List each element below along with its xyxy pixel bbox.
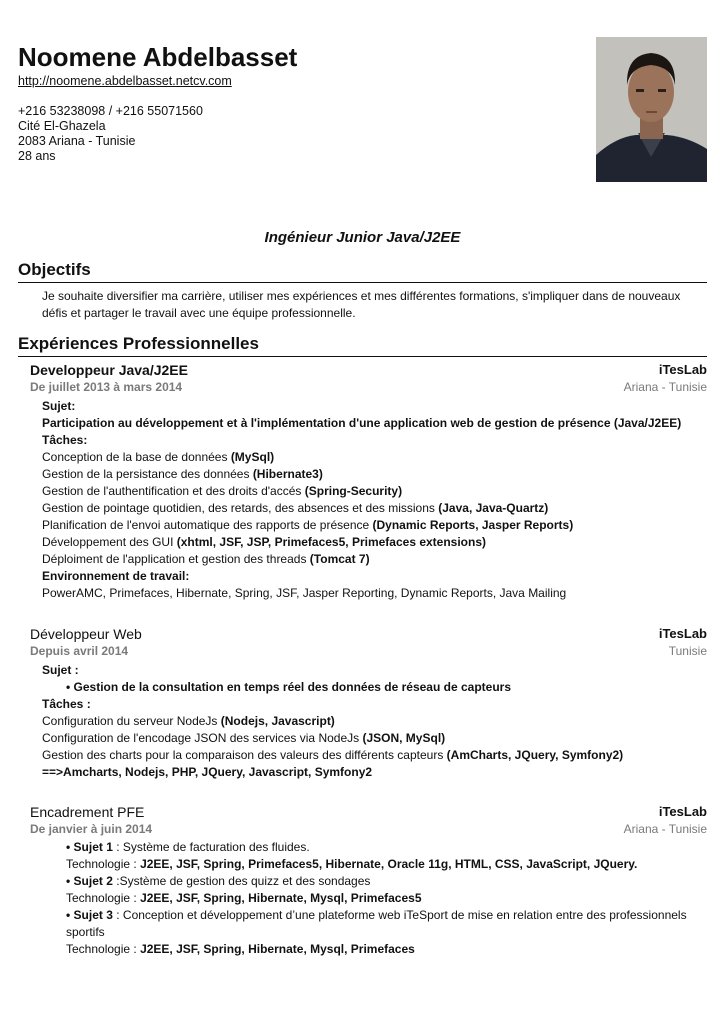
section-heading-experiences: Expériences Professionnelles — [18, 334, 707, 357]
company-info — [659, 626, 707, 658]
company-location: Ariana - Tunisie — [623, 380, 707, 394]
experience-entry-1 — [30, 362, 707, 394]
experience-details-2 — [42, 662, 708, 781]
company-name: iTesLab — [658, 362, 707, 377]
project-technologies: Technologie : J2EE, JSF, Spring, Hibernate, Mysql, Primefaces5 — [66, 891, 422, 905]
experience-entry-2 — [30, 626, 707, 658]
task-item: Configuration de l'encodage JSON des services via NodeJs (JSON, MySql) — [42, 731, 446, 745]
experience-details-1 — [42, 398, 708, 602]
experience-entry-3 — [30, 804, 707, 836]
subject-label: Sujet: — [42, 399, 76, 413]
contact-info — [18, 104, 203, 164]
task-item: Gestion des charts pour la comparaison des valeurs des différents capteurs (AmCharts, JQuery, Symfony2) — [42, 748, 624, 762]
task-item: Déploiment de l'application et gestion des threads (Tomcat 7) — [42, 552, 370, 566]
task-item: Configuration du serveur NodeJs (Nodejs, Javascript) — [42, 714, 335, 728]
candidate-name: Noomene Abdelbasset — [18, 42, 298, 72]
project-item: • Sujet 3 : Conception et développement d’une plateforme web iTeSport de mise en relation entre des professionnels sportifs — [66, 908, 687, 939]
environment-text: PowerAMC, Primefaces, Hibernate, Spring, JSF, Jasper Reporting, Dynamic Reports, Java Mailing — [42, 586, 567, 600]
task-item: Développement des GUI (xhtml, JSF, JSP, Primefaces5, Primefaces extensions) — [42, 535, 487, 549]
company-name: iTesLab — [658, 804, 707, 819]
task-item: Planification de l'envoi automatique des rapports de présence (Dynamic Reports, Jasper Reports) — [42, 518, 574, 532]
position-title: Encadrement PFE — [30, 804, 145, 820]
project-technologies: Technologie : J2EE, JSF, Spring, Primefaces5, Hibernate, Oracle 11g, HTML, CSS, JavaScript, JQuery. — [66, 857, 638, 871]
task-item: Gestion de l'authentification et des droits d'accés (Spring-Security) — [42, 484, 403, 498]
subject-text: • Gestion de la consultation en temps réel des données de réseau de capteurs — [66, 680, 512, 694]
project-item: • Sujet 1 : Système de facturation des fluides. — [66, 840, 310, 854]
job-title-headline: Ingénieur Junior Java/J2EE — [264, 229, 461, 246]
objective-text: Je souhaite diversifier ma carrière, utiliser mes expériences et mes différentes formations, s'impliquer dans de nouveaux défis et partager le travail avec une équipe professionnelle. — [42, 289, 681, 320]
tasks-label: Tâches: — [42, 433, 88, 447]
subject-label: Sujet : — [42, 663, 79, 677]
address-line-1: Cité El-Ghazela — [18, 119, 106, 133]
phone-numbers: +216 53238098 / +216 55071560 — [18, 104, 203, 118]
company-name: iTesLab — [658, 626, 707, 641]
position-title: Développeur Web — [30, 626, 142, 642]
position-dates: De juillet 2013 à mars 2014 — [30, 380, 183, 394]
age: 28 ans — [18, 149, 56, 163]
project-technologies: Technologie : J2EE, JSF, Spring, Hibernate, Mysql, Primefaces — [66, 942, 415, 956]
task-item: Conception de la base de données (MySql) — [42, 450, 275, 464]
tasks-label: Tâches : — [42, 697, 91, 711]
environment-label: Environnement de travail: — [42, 569, 190, 583]
experience-details-3 — [42, 839, 708, 958]
tech-summary: ==>Amcharts, Nodejs, PHP, JQuery, Javascript, Symfony2 — [42, 765, 373, 779]
company-location: Ariana - Tunisie — [623, 822, 707, 836]
project-item: • Sujet 2 :Système de gestion des quizz et des sondages — [66, 874, 371, 888]
subject-text: Participation au développement et à l'implémentation d'une application web de gestion de présence (Java/J2EE) — [42, 416, 682, 430]
company-info — [624, 804, 707, 836]
task-item: Gestion de pointage quotidien, des retards, des absences et des missions (Java, Java-Quartz) — [42, 501, 549, 515]
company-info — [624, 362, 707, 394]
position-dates: De janvier à juin 2014 — [30, 822, 153, 836]
address-line-2: 2083 Ariana - Tunisie — [18, 134, 136, 148]
position-dates: Depuis avril 2014 — [30, 644, 129, 658]
website-link[interactable]: http://noomene.abdelbasset.netcv.com — [18, 74, 232, 88]
task-item: Gestion de la persistance des données (Hibernate3) — [42, 467, 323, 481]
company-location: Tunisie — [668, 644, 707, 658]
position-title: Developpeur Java/J2EE — [30, 362, 188, 378]
profile-photo — [596, 37, 707, 182]
section-heading-objectifs: Objectifs — [18, 260, 707, 283]
